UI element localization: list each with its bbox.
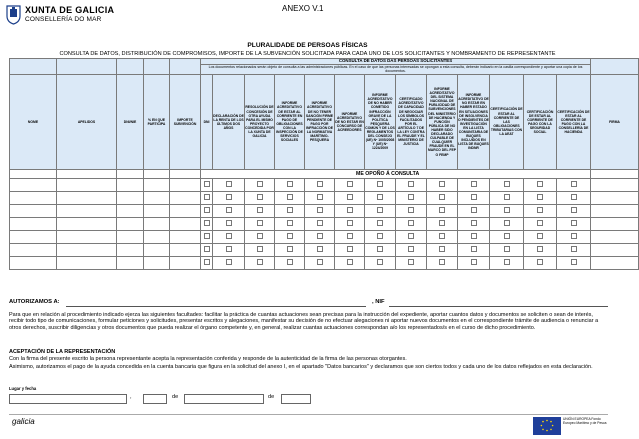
oppose-checkbox[interactable] <box>408 207 414 213</box>
authorize-label: AUTORIZAMOS A: <box>9 299 60 305</box>
oppose-checkbox[interactable] <box>504 220 510 226</box>
oppose-checkbox-cell <box>245 256 275 269</box>
oppose-checkbox[interactable] <box>257 207 263 213</box>
oppose-checkbox-cell <box>365 230 396 243</box>
oppose-checkbox[interactable] <box>571 181 577 187</box>
oppose-checkbox-cell <box>557 230 591 243</box>
month-field[interactable] <box>184 394 264 404</box>
input-cell[interactable] <box>170 256 201 269</box>
input-cell[interactable] <box>591 204 639 217</box>
oppose-checkbox[interactable] <box>204 194 210 200</box>
input-cell[interactable] <box>144 256 170 269</box>
oppose-checkbox-cell <box>458 204 490 217</box>
oppose-checkbox-cell <box>365 256 396 269</box>
oppose-checkbox[interactable] <box>504 246 510 252</box>
oppose-checkbox[interactable] <box>504 233 510 239</box>
input-cell[interactable] <box>591 243 639 256</box>
oppose-checkbox[interactable] <box>257 220 263 226</box>
oppose-checkbox[interactable] <box>317 259 323 265</box>
oppose-checkbox-cell <box>245 230 275 243</box>
oppose-checkbox[interactable] <box>347 233 353 239</box>
table-row <box>10 178 639 191</box>
col-subsidy-amount: IMPORTE SUBVENCIÓN <box>170 74 201 169</box>
oppose-checkbox[interactable] <box>571 259 577 265</box>
oppose-checkbox-cell <box>275 204 305 217</box>
oppose-checkbox[interactable] <box>439 181 445 187</box>
oppose-checkbox-cell <box>396 256 427 269</box>
org-name: XUNTA DE GALICIA <box>25 5 115 15</box>
col-apelidos: APELIDOS <box>57 74 117 169</box>
oppose-checkbox-cell <box>365 243 396 256</box>
oppose-checkbox[interactable] <box>377 246 383 252</box>
oppose-checkbox-cell <box>458 178 490 191</box>
input-cell[interactable] <box>10 230 57 243</box>
input-cell[interactable] <box>144 243 170 256</box>
input-cell[interactable] <box>144 204 170 217</box>
oppose-checkbox[interactable] <box>471 246 477 252</box>
input-cell[interactable] <box>57 204 117 217</box>
oppose-checkbox[interactable] <box>537 233 543 239</box>
oppose-checkbox[interactable] <box>471 220 477 226</box>
oppose-checkbox-cell <box>396 243 427 256</box>
input-cell[interactable] <box>57 217 117 230</box>
oppose-checkbox[interactable] <box>287 259 293 265</box>
oppose-checkbox-cell <box>275 191 305 204</box>
oppose-consult-label: ME OPOÑO Á CONSULTA <box>201 169 591 178</box>
col-participation: % EN QUE PARTICIPA <box>144 74 170 169</box>
oppose-checkbox-cell <box>490 243 524 256</box>
galicia-logo: galicia <box>12 417 35 426</box>
oppose-checkbox-cell <box>275 256 305 269</box>
oppose-checkbox-cell <box>458 256 490 269</box>
oppose-checkbox-cell <box>245 178 275 191</box>
oppose-checkbox-cell <box>557 204 591 217</box>
input-cell[interactable] <box>10 204 57 217</box>
bank-payment-paragraph: Asimismo, autorizamos el pago de la ayuda concedida en la cuenta bancaria que figura en la solicitud del anexo I, en el apartado "Datos bancarios" y declaramos que son ciertos todos y cada uno de los datos reflejados en esta declaración. <box>9 364 593 370</box>
oppose-checkbox[interactable] <box>287 220 293 226</box>
oppose-checkbox[interactable] <box>408 181 414 187</box>
oppose-checkbox-cell <box>557 217 591 230</box>
col-no-insolvency-report: INFORME ACREDITATIVO DE NO ESTAR EN CONCURSO DE ACREEDORES <box>335 74 365 169</box>
place-date-label: Lugar y fecha <box>9 386 37 391</box>
xunta-logo <box>6 4 136 28</box>
oppose-checkbox[interactable] <box>317 181 323 187</box>
input-cell[interactable] <box>591 256 639 269</box>
input-cell[interactable] <box>117 191 144 204</box>
oppose-checkbox[interactable] <box>504 194 510 200</box>
oppose-checkbox[interactable] <box>204 259 210 265</box>
oppose-checkbox-cell <box>305 243 335 256</box>
col-income-declaration: DECLARACIÓN DE LA RENTA DE LOS ÚLTIMOS DOS AÑOS <box>213 74 245 169</box>
oppose-checkbox-cell <box>305 230 335 243</box>
col-social-security-certificate: CERTIFICACIÓN DE ESTAR AL CORRIENTE DE PAGO CON LA SEGURIDAD SOCIAL <box>524 74 557 169</box>
input-cell[interactable] <box>57 230 117 243</box>
oppose-checkbox[interactable] <box>471 259 477 265</box>
oppose-checkbox-cell <box>458 230 490 243</box>
oppose-checkbox[interactable] <box>317 233 323 239</box>
col-iuu-list-report: INFORME ACREDITATIVO DE NO ESTAR EN HABER ESTADO EN SITUACIONES DE INSOLVENCIA O PENDIENTES DE INVESTIGACIÓN EN LA LISTA COMUNITARIA DE BUQUES INCLUIDOS EN LISTA DE BUQUES INDNR <box>458 74 490 169</box>
input-cell[interactable] <box>170 243 201 256</box>
oppose-checkbox[interactable] <box>439 220 445 226</box>
oppose-checkbox-cell <box>305 204 335 217</box>
oppose-checkbox-cell <box>245 191 275 204</box>
oppose-checkbox-cell <box>245 204 275 217</box>
oppose-checkbox[interactable] <box>226 220 232 226</box>
oppose-checkbox-cell <box>201 243 213 256</box>
input-cell[interactable] <box>170 204 201 217</box>
oppose-checkbox[interactable] <box>226 246 232 252</box>
oppose-checkbox[interactable] <box>571 220 577 226</box>
oppose-checkbox[interactable] <box>347 246 353 252</box>
oppose-checkbox[interactable] <box>347 220 353 226</box>
oppose-checkbox[interactable] <box>287 207 293 213</box>
oppose-checkbox-cell <box>396 204 427 217</box>
col-capacity-certificate: CERTIFICADO ACREDITATIVO DE CAPACIDAD DE NEGOCIAR LOS SÍMBOLOS FACILITADOS POR EL ARTÍCULO 7 DE LA LEY CONTRA EL FRAUDE Y EL MINISTERIO DE JUSTICIA <box>396 74 427 169</box>
oppose-checkbox[interactable] <box>347 194 353 200</box>
oppose-checkbox[interactable] <box>287 233 293 239</box>
oppose-checkbox-cell <box>458 243 490 256</box>
input-cell[interactable] <box>57 178 117 191</box>
oppose-checkbox[interactable] <box>257 233 263 239</box>
oppose-checkbox-cell <box>396 178 427 191</box>
oppose-checkbox-cell <box>427 178 458 191</box>
oppose-checkbox-cell <box>245 217 275 230</box>
oppose-checkbox-cell <box>490 204 524 217</box>
oppose-checkbox[interactable] <box>204 233 210 239</box>
representative-nif-field[interactable] <box>389 297 608 307</box>
oppose-checkbox-cell <box>557 178 591 191</box>
consulta-description: Los documentos relacionados serán objeto de consulta a las administraciones públicas. En el caso de que las personas interesadas se opongan a esta consulta, deberán indicarlo en la casilla correspondiente y aportar una copia de los documentos. <box>201 65 591 75</box>
oppose-checkbox[interactable] <box>204 207 210 213</box>
oppose-checkbox[interactable] <box>347 207 353 213</box>
oppose-checkbox-cell <box>201 178 213 191</box>
dept-name: CONSELLERÍA DO MAR <box>25 16 102 23</box>
input-cell[interactable] <box>591 217 639 230</box>
input-cell[interactable] <box>117 217 144 230</box>
oppose-checkbox[interactable] <box>226 233 232 239</box>
oppose-checkbox[interactable] <box>571 233 577 239</box>
col-dni: DNI/NIE <box>117 74 144 169</box>
oppose-checkbox-cell <box>427 256 458 269</box>
input-cell[interactable] <box>57 243 117 256</box>
faculties-paragraph: Para que en relación al procedimiento indicado ejerza las siguientes facultades: facilitar la práctica de cuantas actuaciones sean precisas para la instrucción del expediente, aportar cuantos datos y documentos se soliciten o sean de interés, recibir todo tipo de comunicaciones, formular peticiones y solicitudes, presentar escritos y alegaciones, manifestar su decisión de no efectuar alegaciones ni aportar nuevos documentos en el correspondiente trámite de audiencia o renunciar a otros derechos, suscribir diligencias y otros documentos que pueda realizar el órgano competente y, en general, realizar cuantas actuaciones correspondan a/o los representados/s en el curso de dicho procedimiento. <box>9 312 599 331</box>
oppose-checkbox[interactable] <box>317 220 323 226</box>
footer-divider <box>9 414 608 415</box>
col-dni-consult: DNI <box>201 74 213 169</box>
oppose-checkbox-cell <box>245 243 275 256</box>
place-field[interactable] <box>9 394 127 404</box>
col-signature: FIRMA <box>591 74 639 169</box>
year-field[interactable] <box>281 394 311 404</box>
oppose-checkbox-cell <box>365 217 396 230</box>
table-row <box>10 256 639 269</box>
oppose-checkbox[interactable] <box>504 207 510 213</box>
oppose-checkbox[interactable] <box>408 220 414 226</box>
oppose-checkbox-cell <box>490 230 524 243</box>
oppose-checkbox-cell <box>490 178 524 191</box>
input-cell[interactable] <box>144 230 170 243</box>
oppose-checkbox-cell <box>213 230 245 243</box>
comma-separator: , <box>130 394 132 400</box>
input-cell[interactable] <box>10 217 57 230</box>
oppose-checkbox[interactable] <box>439 259 445 265</box>
oppose-checkbox-cell <box>275 217 305 230</box>
col-nome: NOME <box>10 74 57 169</box>
oppose-checkbox[interactable] <box>439 233 445 239</box>
oppose-checkbox[interactable] <box>226 181 232 187</box>
oppose-checkbox[interactable] <box>439 194 445 200</box>
input-cell[interactable] <box>117 256 144 269</box>
oppose-checkbox-cell <box>524 191 557 204</box>
input-cell[interactable] <box>117 243 144 256</box>
input-cell[interactable] <box>591 230 639 243</box>
oppose-checkbox-cell <box>275 243 305 256</box>
table-row <box>10 204 639 217</box>
oppose-checkbox-cell <box>557 256 591 269</box>
oppose-checkbox[interactable] <box>504 259 510 265</box>
oppose-checkbox-cell <box>396 230 427 243</box>
oppose-checkbox[interactable] <box>439 207 445 213</box>
input-cell[interactable] <box>117 230 144 243</box>
input-cell[interactable] <box>591 191 639 204</box>
oppose-checkbox-cell <box>335 178 365 191</box>
oppose-checkbox-cell <box>396 217 427 230</box>
applicant-rows <box>10 178 639 269</box>
oppose-checkbox[interactable] <box>377 259 383 265</box>
col-no-infraction-report: INFORME ACREDITATIVO DE NO HABER COMETIDO INFRACCIÓN GRAVE DE LA POLÍTICA PESQUERA COMÚN Y DE LOS REGLAMENTOS DEL CONSEJO (UE) Nº 1005/2008 Y (UE) Nº 1224/2009 <box>365 74 396 169</box>
oppose-checkbox[interactable] <box>408 246 414 252</box>
oppose-checkbox[interactable] <box>287 181 293 187</box>
oppose-checkbox-cell <box>365 191 396 204</box>
oppose-checkbox-cell <box>305 217 335 230</box>
oppose-checkbox-cell <box>201 204 213 217</box>
oppose-checkbox-cell <box>524 243 557 256</box>
col-social-services-report: INFORME ACREDITATIVO DE ESTAR AL CORRIENTE EN PAGO DE OBLIGACIONES CON LA INSPECCIÓN DE SERVICIOS SOCIALES <box>275 74 305 169</box>
nif-label: , NIF <box>372 299 385 305</box>
oppose-checkbox-cell <box>458 217 490 230</box>
oppose-checkbox[interactable] <box>377 207 383 213</box>
oppose-checkbox[interactable] <box>537 207 543 213</box>
oppose-checkbox[interactable] <box>408 233 414 239</box>
col-treasury-certificate: CERTIFICACIÓN DE ESTAR AL CORRIENTE DE PAGO CON LA CONSELLERÍA DE HACIENDA <box>557 74 591 169</box>
input-cell[interactable] <box>170 217 201 230</box>
oppose-checkbox[interactable] <box>317 207 323 213</box>
col-other-aid-resolution: RESOLUCIÓN DE CONCESIÓN DE OTRA AYUDA PARA EL MISMO PROYECTO CONCEDIDA POR LA XUNTA DE GALICIA <box>245 74 275 169</box>
table-row <box>10 243 639 256</box>
oppose-checkbox-cell <box>213 191 245 204</box>
oppose-checkbox-cell <box>213 178 245 191</box>
table-row <box>10 191 639 204</box>
oppose-checkbox-cell <box>213 243 245 256</box>
oppose-checkbox[interactable] <box>347 181 353 187</box>
oppose-checkbox-cell <box>365 204 396 217</box>
oppose-checkbox-cell <box>524 230 557 243</box>
input-cell[interactable] <box>170 178 201 191</box>
oppose-checkbox[interactable] <box>471 194 477 200</box>
oppose-checkbox[interactable] <box>287 246 293 252</box>
oppose-checkbox-cell <box>524 256 557 269</box>
eu-funding-label: UNIÓN EUROPEA Fondo Europeo Marítimo y de Pesca <box>563 417 607 425</box>
oppose-checkbox-cell <box>557 191 591 204</box>
input-cell[interactable] <box>144 217 170 230</box>
de-label-2: de <box>268 394 275 400</box>
oppose-checkbox[interactable] <box>377 194 383 200</box>
oppose-checkbox-cell <box>365 178 396 191</box>
oppose-checkbox-cell <box>427 191 458 204</box>
oppose-checkbox-cell <box>201 191 213 204</box>
oppose-checkbox[interactable] <box>377 181 383 187</box>
oppose-checkbox-cell <box>458 191 490 204</box>
oppose-checkbox-cell <box>427 243 458 256</box>
oppose-checkbox[interactable] <box>504 181 510 187</box>
oppose-checkbox-cell <box>524 204 557 217</box>
oppose-checkbox-cell <box>427 230 458 243</box>
oppose-checkbox-cell <box>396 191 427 204</box>
input-cell[interactable] <box>144 191 170 204</box>
oppose-checkbox-cell <box>490 217 524 230</box>
oppose-checkbox[interactable] <box>537 220 543 226</box>
oppose-checkbox[interactable] <box>471 181 477 187</box>
oppose-checkbox[interactable] <box>226 207 232 213</box>
oppose-checkbox[interactable] <box>317 194 323 200</box>
input-cell[interactable] <box>591 178 639 191</box>
acceptance-title: ACEPTACIÓN DE LA REPRESENTACIÓN <box>9 349 116 355</box>
oppose-checkbox-cell <box>524 217 557 230</box>
oppose-checkbox[interactable] <box>347 259 353 265</box>
oppose-checkbox[interactable] <box>226 259 232 265</box>
oppose-checkbox-cell <box>213 217 245 230</box>
representative-name-field[interactable] <box>66 297 366 307</box>
annex-label: ANEXO V.1 <box>282 4 324 13</box>
oppose-checkbox[interactable] <box>204 246 210 252</box>
input-cell[interactable] <box>57 191 117 204</box>
table-row <box>10 217 639 230</box>
input-cell[interactable] <box>144 178 170 191</box>
oppose-checkbox-cell <box>305 256 335 269</box>
oppose-checkbox-cell <box>213 256 245 269</box>
input-cell[interactable] <box>10 191 57 204</box>
oppose-checkbox[interactable] <box>537 194 543 200</box>
oppose-checkbox-cell <box>201 256 213 269</box>
oppose-checkbox-cell <box>335 217 365 230</box>
col-aeat-certificate: CERTIFICACIÓN DE ESTAR AL CORRIENTE DE LAS OBLIGACIONES TRIBUTARIAS CON LA AEAT <box>490 74 524 169</box>
table-row <box>10 230 639 243</box>
oppose-checkbox[interactable] <box>571 194 577 200</box>
oppose-checkbox[interactable] <box>537 259 543 265</box>
oppose-checkbox-cell <box>335 191 365 204</box>
oppose-checkbox[interactable] <box>471 233 477 239</box>
oppose-checkbox[interactable] <box>204 220 210 226</box>
input-cell[interactable] <box>117 204 144 217</box>
consulta-title: CONSULTA DE DATOS DAS PERSOAS SOLICITANTES <box>201 59 591 65</box>
oppose-checkbox[interactable] <box>226 194 232 200</box>
oppose-checkbox-cell <box>335 230 365 243</box>
oppose-checkbox[interactable] <box>317 246 323 252</box>
oppose-checkbox[interactable] <box>571 246 577 252</box>
input-cell[interactable] <box>10 243 57 256</box>
oppose-checkbox-cell <box>275 178 305 191</box>
page-subtitle: CONSULTA DE DATOS, DISTRIBUCIÓN DE COMPROMISOS, IMPORTE DE LA SUBVENCIÓN SOLICITADA PARA CADA UNO DE LOS SOLICITANTES Y NOMBRAMENTO DE REPRESENTANTE <box>59 51 556 57</box>
oppose-checkbox[interactable] <box>537 181 543 187</box>
oppose-checkbox[interactable] <box>257 246 263 252</box>
applicants-table <box>9 58 639 270</box>
oppose-checkbox-cell <box>335 243 365 256</box>
oppose-checkbox[interactable] <box>377 220 383 226</box>
oppose-checkbox-cell <box>305 191 335 204</box>
oppose-checkbox-cell <box>335 204 365 217</box>
oppose-checkbox-cell <box>490 256 524 269</box>
oppose-checkbox-cell <box>524 178 557 191</box>
oppose-checkbox-cell <box>305 178 335 191</box>
oppose-checkbox-cell <box>427 217 458 230</box>
input-cell[interactable] <box>117 178 144 191</box>
oppose-checkbox-cell <box>275 230 305 243</box>
oppose-checkbox[interactable] <box>257 259 263 265</box>
oppose-checkbox-cell <box>201 230 213 243</box>
col-no-sanction-report: INFORME ACREDITATIVO DE NO TENER SANCIÓN FIRME PENDIENTE DE PAGO POR INFRACCIÓN DE LA NORMATIVA MARÍTIMO-PESQUERA <box>305 74 335 169</box>
day-field[interactable] <box>143 394 167 404</box>
xunta-crest-icon <box>6 5 21 25</box>
oppose-checkbox[interactable] <box>377 233 383 239</box>
oppose-checkbox[interactable] <box>257 181 263 187</box>
oppose-checkbox-cell <box>201 217 213 230</box>
oppose-checkbox[interactable] <box>408 194 414 200</box>
oppose-checkbox-cell <box>213 204 245 217</box>
oppose-checkbox[interactable] <box>571 207 577 213</box>
input-cell[interactable] <box>170 191 201 204</box>
oppose-checkbox[interactable] <box>287 194 293 200</box>
input-cell[interactable] <box>57 256 117 269</box>
oppose-checkbox-cell <box>335 256 365 269</box>
de-label-1: de <box>172 394 179 400</box>
eu-flag-icon <box>533 417 561 435</box>
oppose-checkbox[interactable] <box>471 207 477 213</box>
oppose-checkbox-cell <box>427 204 458 217</box>
input-cell[interactable] <box>170 230 201 243</box>
oppose-checkbox-cell <box>557 243 591 256</box>
oppose-checkbox[interactable] <box>204 181 210 187</box>
oppose-checkbox[interactable] <box>439 246 445 252</box>
input-cell[interactable] <box>10 256 57 269</box>
oppose-checkbox[interactable] <box>257 194 263 200</box>
oppose-checkbox-cell <box>490 191 524 204</box>
oppose-checkbox[interactable] <box>537 246 543 252</box>
oppose-checkbox[interactable] <box>408 259 414 265</box>
page-title: PLURALIDADE DE PERSOAS FÍSICAS <box>247 42 368 49</box>
acceptance-text: Con la firma del presente escrito la persona representante acepta la representación conferida y responde de la autenticidad de la firma de las personas otorgantes. <box>9 356 407 362</box>
input-cell[interactable] <box>10 178 57 191</box>
col-no-fraud-report: INFORME ACREDITATIVO DEL SISTEMA NACIONAL DE PUBLICIDAD DE SUBVENCIONES DEL MINISTERIO DE HACIENDA Y FUNCIÓN PÚBLICA DE NO HABER SIDO DECLARADO CULPABLE DE CUALQUIER FRAUDE EN EL MARCO DEL FEP O FEMP <box>427 74 458 169</box>
